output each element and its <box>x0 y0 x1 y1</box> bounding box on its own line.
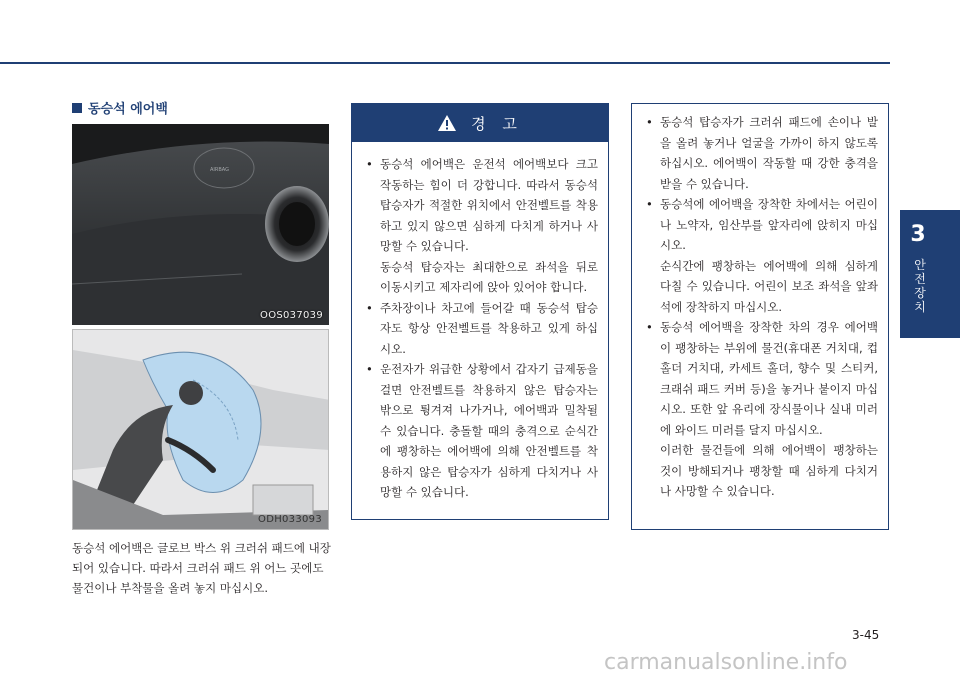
photo-code: OOS037039 <box>260 310 323 321</box>
bullet-icon: • <box>366 300 373 315</box>
list-item-text: 순식간에 팽창하는 에어백에 의해 심하게 다칠 수 있습니다. 어린이 보조 좌석을 앞좌석에 장착하지 마십시오. <box>660 258 878 314</box>
figure-caption: 동승석 에어백은 글로브 박스 위 크러쉬 패드에 내장되어 있습니다. 따라서 크러쉬 패드 위 어느 곳에도 물건이나 부착물을 올려 놓지 마십시오. <box>72 541 331 595</box>
list-item-text: 동승석 탑승자는 최대한으로 좌석을 뒤로 이동시키고 제자리에 앉아 있어야 합니다. <box>380 259 598 294</box>
passenger-airbag-illustration <box>72 329 329 530</box>
chapter-tab <box>900 210 960 338</box>
warning-triangle-icon <box>437 114 457 132</box>
bullet-icon: • <box>366 362 373 376</box>
dashboard-photo <box>72 124 329 325</box>
bullet-icon: • <box>646 320 653 334</box>
notes-list <box>646 112 878 502</box>
section-heading <box>72 98 168 117</box>
svg-text:AIRBAG: AIRBAG <box>210 167 230 173</box>
warning-list <box>366 154 598 503</box>
photo-code: ODH033093 <box>258 514 322 525</box>
warning-title: 경 고 <box>471 114 523 133</box>
chapter-number: 3 <box>910 222 926 247</box>
bullet-icon: • <box>366 157 373 171</box>
heading-square-icon <box>72 103 82 113</box>
list-item-text: 동승석 탑승자가 크러쉬 패드에 손이나 발을 올려 놓거나 얼굴을 가까이 하지 않도록 하십시오. 에어백이 작동할 때 강한 충격을 받을 수 있습니다. <box>660 115 878 191</box>
list-item-text: 동승석 에어백은 운전석 에어백보다 크고 작동하는 힘이 더 강합니다. 따라서 동승석 탑승자가 적절한 위치에서 안전벨트를 착용하고 있지 않으면 심하게 다치게 하거나 사망할 수 있습니다. <box>380 157 598 253</box>
bullet-icon: • <box>646 115 653 129</box>
warning-box <box>351 103 609 520</box>
notes-box <box>631 103 889 530</box>
bullet-icon: • <box>646 197 653 211</box>
list-item <box>366 154 598 298</box>
list-item <box>366 298 598 360</box>
list-item <box>366 359 598 503</box>
airbag-drawing <box>73 330 329 530</box>
list-item-text: 동승석 에어백을 장착한 차의 경우 에어백이 팽창하는 부위에 물건(휴대폰 거치대, 컵홀더 거치대, 카세트 홀더, 향수 및 스티커, 크래쉬 패드 커버 등)을 놓거나 붙이지 마십시오. 또한 앞 유리에 장식물이나 실내 미러에 와이드 미러를 달지 마십시오. <box>660 320 878 437</box>
list-item-text: 동승석에 에어백을 장착한 차에서는 어린이나 노약자, 임산부를 앞자리에 앉히지 마십시오. <box>660 197 878 252</box>
page-number: 3-45 <box>852 628 880 642</box>
dashboard-illustration <box>72 124 329 325</box>
list-item-text: 주차장이나 차고에 들어갈 때 동승석 탑승자도 항상 안전벨트를 착용하고 있게 하십시오. <box>380 300 598 356</box>
section-heading-text: 동승석 에어백 <box>88 102 168 117</box>
list-item <box>646 112 878 194</box>
list-item <box>646 194 878 317</box>
watermark: carmanualsonline.info <box>604 650 848 675</box>
list-item-text: 운전자가 위급한 상황에서 갑자기 급제동을 걸면 안전벨트를 착용하지 않은 탑승자는 밖으로 튕겨져 나가거나, 에어백과 밀착될 수 있습니다. 충돌할 때의 충격으로 순식간에 팽창하는 에어백에 의해 안전벨트를 착용하지 않은 탑승자가 심하게 다치거나 사망할 수 있습니다. <box>380 362 598 499</box>
list-item-text: 이러한 물건들에 의해 에어백이 팽창하는 것이 방해되거나 팽창할 때 심하게 다치거나 사망할 수 있습니다. <box>660 443 878 498</box>
chapter-title: 안전 장치 <box>914 258 926 314</box>
top-rule <box>0 62 890 64</box>
warning-header <box>352 104 608 142</box>
list-item <box>646 317 878 502</box>
